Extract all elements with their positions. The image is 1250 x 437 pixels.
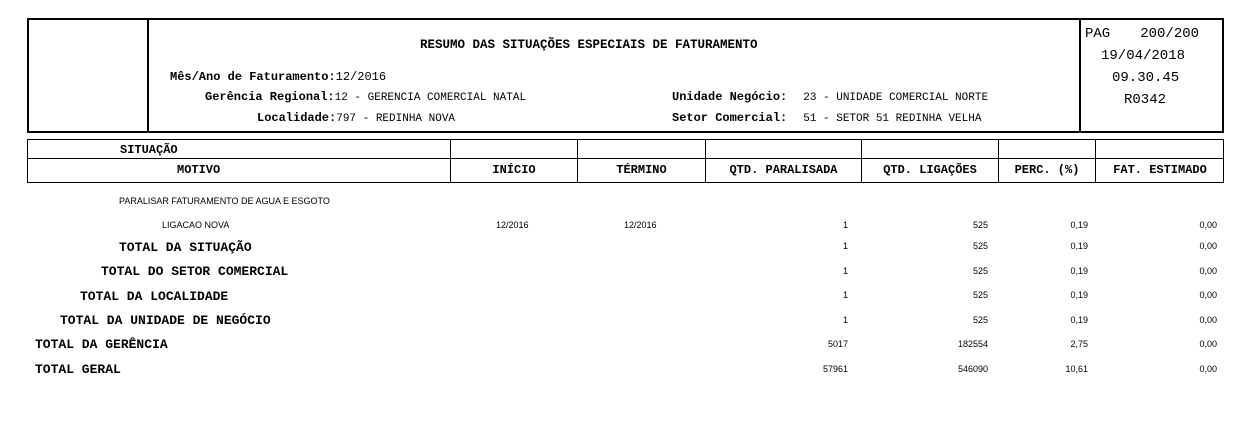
- column-header-divider: [27, 158, 1224, 159]
- report-code: R0342: [1124, 92, 1167, 108]
- gerencia-line: [205, 90, 526, 104]
- total-fat: 0,00: [1199, 364, 1217, 374]
- total-qtd-paralisada: 1: [842, 241, 848, 251]
- report-date: 19/04/2018: [1101, 48, 1186, 64]
- mes-ano-label: Mês/Ano de Faturamento:: [170, 70, 336, 84]
- total-fat: 0,00: [1199, 241, 1217, 251]
- mes-ano-line: [170, 70, 386, 84]
- report-title: RESUMO DAS SITUAÇÕES ESPECIAIS DE FATURAMENTO: [420, 38, 758, 52]
- detail-qtd-ligacoes: 525: [972, 220, 988, 230]
- mes-ano-value: 12/2016: [335, 70, 387, 84]
- total-fat: 0,00: [1199, 315, 1217, 325]
- col-fat-estimado: FAT. ESTIMADO: [1113, 163, 1207, 177]
- setor-line: [672, 111, 981, 125]
- localidade-label: Localidade:: [257, 111, 337, 125]
- col-motivo: MOTIVO: [177, 163, 221, 177]
- header-right-divider: [1079, 18, 1081, 133]
- total-qtd-ligacoes: 525: [972, 266, 988, 276]
- total-qtd-paralisada: 57961: [822, 364, 848, 374]
- total-qtd-ligacoes: 182554: [957, 339, 988, 349]
- total-qtd-paralisada: 1: [842, 266, 848, 276]
- total-perc: 0,19: [1070, 315, 1088, 325]
- total-label: TOTAL GERAL: [35, 362, 121, 377]
- detail-perc: 0,19: [1070, 220, 1088, 230]
- total-perc: 0,19: [1070, 266, 1088, 276]
- detail-qtd-paralisada: 1: [842, 220, 848, 230]
- page-label: PAG: [1085, 26, 1111, 42]
- detail-fat: 0,00: [1199, 220, 1217, 230]
- col-inicio: INÍCIO: [492, 163, 536, 177]
- report-time: 09.30.45: [1112, 70, 1180, 86]
- total-label: TOTAL DA SITUAÇÃO: [119, 240, 252, 255]
- total-fat: 0,00: [1199, 339, 1217, 349]
- page-value: 200/200: [1140, 26, 1200, 42]
- col-perc: PERC. (%): [1014, 163, 1080, 177]
- col-situacao: SITUAÇÃO: [120, 143, 178, 157]
- total-qtd-paralisada: 1: [842, 315, 848, 325]
- setor-value: 51 - SETOR 51 REDINHA VELHA: [803, 113, 982, 125]
- total-qtd-ligacoes: 525: [972, 315, 988, 325]
- page-number-line: [1085, 26, 1199, 42]
- col-termino: TÉRMINO: [616, 163, 667, 177]
- detail-termino: 12/2016: [624, 220, 657, 230]
- header-left-divider: [147, 18, 149, 133]
- setor-label: Setor Comercial:: [672, 111, 788, 125]
- total-qtd-paralisada: 1: [842, 290, 848, 300]
- total-label: TOTAL DA UNIDADE DE NEGÓCIO: [60, 313, 271, 328]
- localidade-value: 797 - REDINHA NOVA: [336, 113, 456, 125]
- total-perc: 0,19: [1070, 241, 1088, 251]
- total-label: TOTAL DA LOCALIDADE: [80, 289, 229, 304]
- total-qtd-ligacoes: 546090: [957, 364, 988, 374]
- gerencia-value: 12 - GERENCIA COMERCIAL NATAL: [334, 92, 527, 104]
- total-perc: 10,61: [1065, 364, 1088, 374]
- gerencia-label: Gerência Regional:: [205, 90, 335, 104]
- total-fat: 0,00: [1199, 290, 1217, 300]
- total-label: TOTAL DO SETOR COMERCIAL: [101, 264, 289, 279]
- col-qtd-ligacoes: QTD. LIGAÇÕES: [883, 163, 977, 177]
- unidade-line: [672, 90, 988, 104]
- situation-name: PARALISAR FATURAMENTO DE AGUA E ESGOTO: [119, 196, 330, 206]
- unidade-label: Unidade Negócio:: [672, 90, 788, 104]
- total-qtd-ligacoes: 525: [972, 290, 988, 300]
- localidade-line: [257, 111, 455, 125]
- total-perc: 0,19: [1070, 290, 1088, 300]
- total-qtd-ligacoes: 525: [972, 241, 988, 251]
- unidade-value: 23 - UNIDADE COMERCIAL NORTE: [803, 92, 989, 104]
- detail-inicio: 12/2016: [496, 220, 529, 230]
- total-perc: 2,75: [1070, 339, 1088, 349]
- total-qtd-paralisada: 5017: [827, 339, 848, 349]
- total-fat: 0,00: [1199, 266, 1217, 276]
- detail-motivo: LIGACAO NOVA: [162, 220, 230, 230]
- col-qtd-paralisada: QTD. PARALISADA: [729, 163, 838, 177]
- total-label: TOTAL DA GERÊNCIA: [35, 337, 168, 352]
